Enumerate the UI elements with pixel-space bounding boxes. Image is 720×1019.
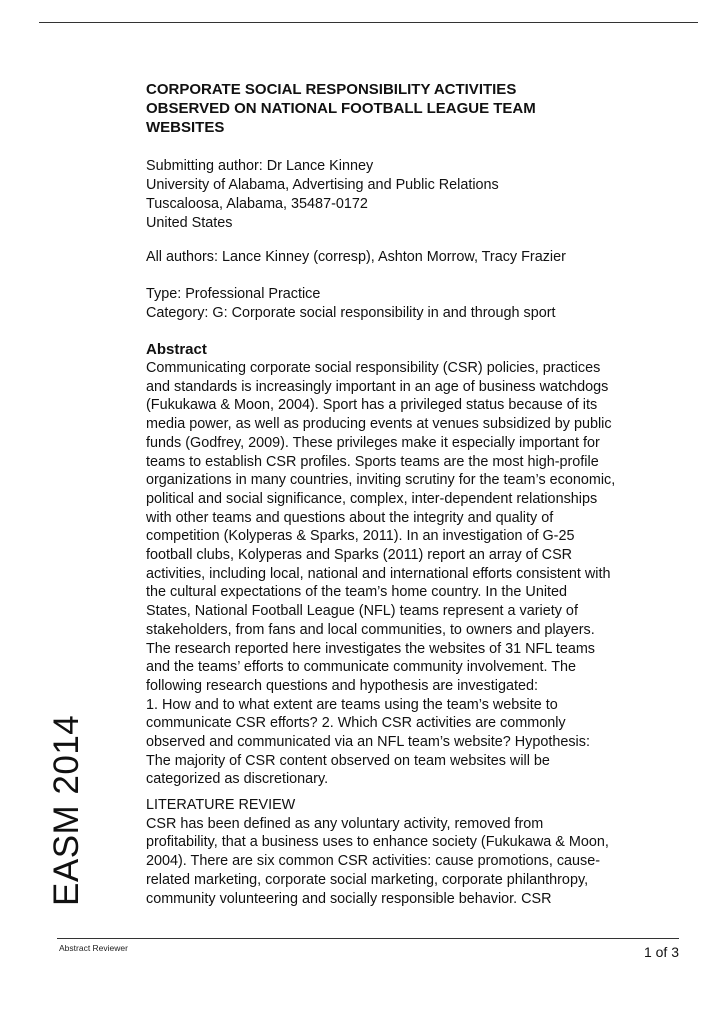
abstract-body — [146, 359, 686, 789]
literature-review — [146, 796, 686, 908]
side-label: EASM 2014 — [47, 714, 86, 906]
abstract-line: The majority of CSR content observed on team websites will be — [146, 752, 550, 769]
affiliation: University of Alabama, Advertising and Public Relations — [146, 177, 499, 193]
abstract-line: organizations in many countries, inviting scrutiny for the team’s economic, — [146, 472, 616, 489]
abstract-line: funds (Godfrey, 2009). These privileges make it especially important for — [146, 434, 600, 451]
abstract-line: 1. How and to what extent are teams using the team’s website to — [146, 696, 558, 713]
literature-line: profitability, that a business uses to enhance society (Fukukawa & Moon, — [146, 834, 609, 851]
type-category — [146, 285, 686, 323]
abstract-line: competition (Kolyperas & Sparks, 2011). In an investigation of G-25 — [146, 528, 575, 545]
literature-line: related marketing, corporate social marketing, corporate philanthropy, — [146, 871, 589, 888]
abstract-line: the cultural expectations of the team’s home country. In the United — [146, 584, 568, 601]
abstract-line: categorized as discretionary. — [146, 771, 329, 788]
all-authors-text: All authors: Lance Kinney (corresp), Ashton Morrow, Tracy Frazier — [146, 249, 566, 265]
abstract-line: activities, including local, national and international efforts consistent with — [146, 565, 611, 582]
abstract-line: political and social significance, complex, inter-dependent relationships — [146, 490, 598, 507]
abstract-heading: Abstract — [146, 341, 207, 358]
country: United States — [146, 215, 233, 231]
type-text: Type: Professional Practice — [146, 286, 321, 302]
abstract-line: with other teams and questions about the integrity and quality of — [146, 509, 554, 526]
city: Tuscaloosa, Alabama, 35487-0172 — [146, 196, 368, 212]
literature-line: community volunteering and socially responsible behavior. CSR — [146, 890, 552, 907]
author-info — [146, 157, 686, 233]
abstract-line: States, National Football League (NFL) teams represent a variety of — [146, 603, 578, 620]
literature-line: 2004). There are six common CSR activities: cause promotions, cause- — [146, 853, 601, 870]
footer-rule — [57, 938, 679, 939]
submitting-author: Submitting author: Dr Lance Kinney — [146, 158, 374, 174]
abstract-line: Communicating corporate social responsibility (CSR) policies, practices — [146, 360, 601, 376]
category-text: Category: G: Corporate social responsibility in and through sport — [146, 305, 556, 321]
all-authors — [146, 248, 686, 267]
abstract-line: (Fukukawa & Moon, 2004). Sport has a privileged status because of its — [146, 397, 598, 414]
title-line: CORPORATE SOCIAL RESPONSIBILITY ACTIVITIES — [146, 81, 517, 98]
title-line: OBSERVED ON NATIONAL FOOTBALL LEAGUE TEAM — [146, 100, 536, 117]
abstract-line: The research reported here investigates the websites of 31 NFL teams — [146, 640, 596, 657]
document-title — [146, 80, 686, 137]
footer-reviewer-label: Abstract Reviewer — [59, 943, 128, 953]
literature-line: CSR has been defined as any voluntary activity, removed from — [146, 815, 544, 832]
title-line: WEBSITES — [146, 119, 225, 136]
top-rule — [39, 22, 698, 23]
abstract-line: teams to establish CSR profiles. Sports teams are the most high-profile — [146, 453, 599, 470]
abstract-line: and the teams’ efforts to communicate community involvement. The — [146, 659, 577, 676]
abstract-line: stakeholders, from fans and local communities, to owners and players. — [146, 621, 595, 638]
abstract-line: observed and communicated via an NFL team’s website? Hypothesis: — [146, 734, 590, 751]
abstract-line: and standards is increasingly important in an age of business watchdogs — [146, 378, 609, 395]
abstract-line: following research questions and hypothesis are investigated: — [146, 677, 538, 694]
page-number: 1 of 3 — [643, 944, 679, 960]
literature-review-heading: LITERATURE REVIEW — [146, 797, 296, 813]
abstract-line: football clubs, Kolyperas and Sparks (2011) report an array of CSR — [146, 547, 573, 564]
abstract-line: communicate CSR efforts? 2. Which CSR activities are commonly — [146, 715, 566, 732]
abstract-line: media power, as well as producing events at venues subsidized by public — [146, 416, 612, 433]
